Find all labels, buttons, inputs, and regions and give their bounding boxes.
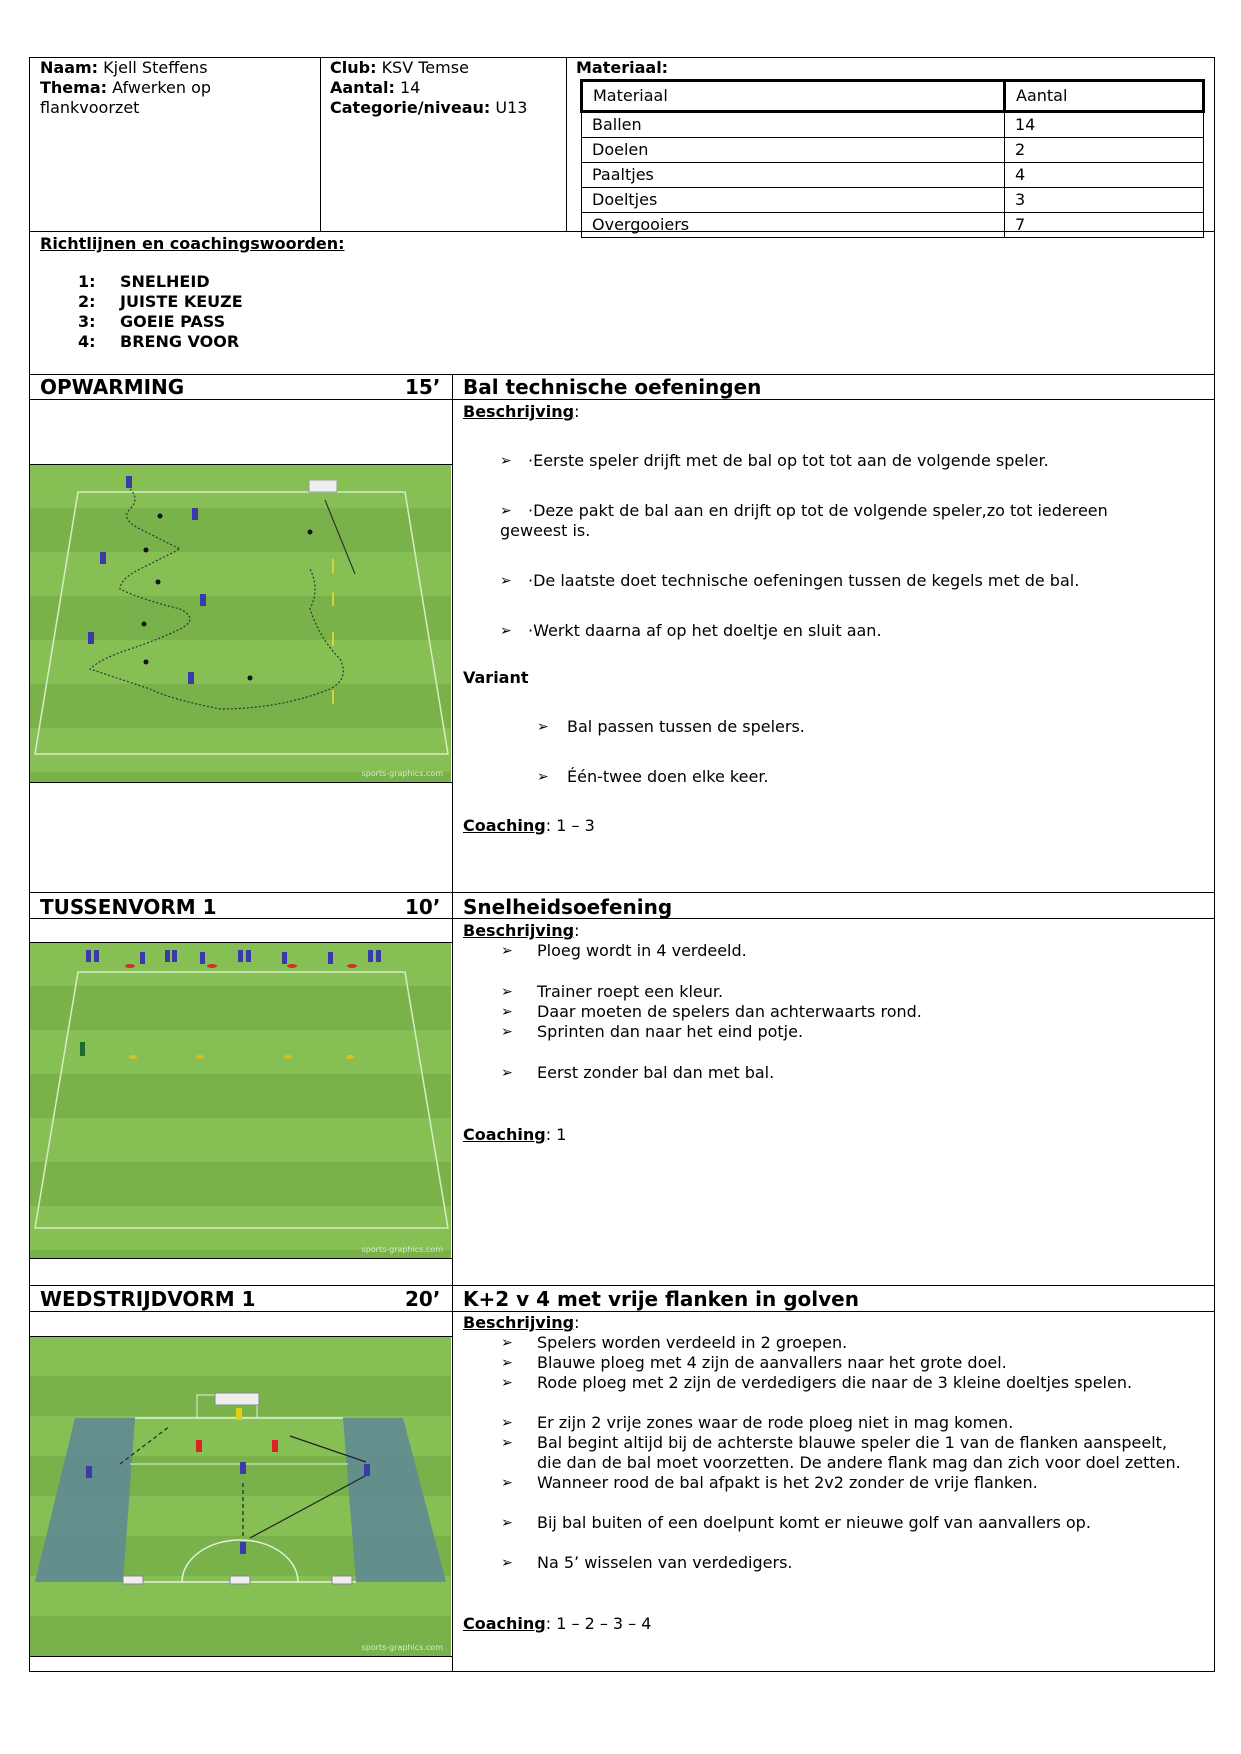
section-name: TUSSENVORM 1 [40, 895, 217, 919]
list-item: ➢ Na 5’ wisselen van verdedigers. [501, 1553, 793, 1572]
section-col-divider [452, 892, 453, 1286]
bullet-list [501, 1333, 1211, 1573]
arrow-bullet-icon: ➢ [501, 984, 513, 1000]
table-cell: Doeltjes [582, 188, 1005, 213]
list-item: ➢ ·Werkt daarna af op het doeltje en sluit aan. [500, 621, 882, 640]
materiaal-label: Materiaal: [576, 58, 669, 77]
table-header-materiaal: Materiaal [582, 81, 1005, 112]
list-item: ➢ Sprinten dan naar het eind potje. [501, 1022, 804, 1041]
table-cell: 2 [1005, 138, 1204, 163]
richtlijnen-list [78, 272, 243, 352]
field-frame-bottom [29, 1258, 452, 1259]
variant-list [537, 717, 1137, 787]
aantal-value: 14 [400, 78, 421, 97]
field-frame-bottom [29, 782, 452, 783]
coaching-row: Coaching: 1 – 2 – 3 – 4 [463, 1614, 652, 1633]
arrow-bullet-icon: ➢ [537, 769, 549, 785]
section-title: Snelheidsoefening [463, 895, 673, 919]
table-cell: 7 [1005, 213, 1204, 238]
section-time: 20’ [405, 1287, 441, 1311]
aantal-row [330, 78, 420, 98]
field-credit: sports-graphics.com [361, 1643, 443, 1652]
field-diagram-warmup [30, 464, 451, 782]
arrow-bullet-icon: ➢ [501, 1024, 513, 1040]
list-item: ➢ Bal begint altijd bij de achterste blauwe speler die 1 van de flanken aanspeelt, [501, 1433, 1168, 1452]
richtlijnen-title: Richtlijnen en coachingswoorden: [40, 234, 345, 253]
arrow-bullet-icon: ➢ [501, 943, 513, 959]
table-row [582, 188, 1204, 213]
field-diagram-match [30, 1336, 451, 1656]
club-label: Club: [330, 58, 377, 77]
arrow-bullet-icon: ➢ [500, 573, 512, 589]
arrow-bullet-icon: ➢ [501, 1555, 513, 1571]
section-divider [29, 1311, 1215, 1312]
thema-value-1: Afwerken op [112, 78, 212, 97]
thema-value-2: flankvoorzet [40, 98, 140, 117]
section-time: 10’ [405, 895, 441, 919]
bullet-list [500, 451, 1200, 641]
categorie-row [330, 98, 527, 118]
section-time: 15’ [405, 375, 441, 399]
section-name: WEDSTRIJDVORM 1 [40, 1287, 256, 1311]
list-item: ➢ Bij bal buiten of een doelpunt komt er nieuwe golf van aanvallers op. [501, 1513, 1091, 1532]
section-divider [29, 399, 1215, 400]
table-cell: Overgooiers [582, 213, 1005, 238]
list-item: ➢ ·Eerste speler drijft met de bal op tot tot aan de volgende speler. [500, 451, 1049, 470]
field-frame-top [29, 464, 452, 465]
header-divider-2 [566, 57, 567, 232]
field-frame-top [29, 1336, 452, 1337]
arrow-bullet-icon: ➢ [501, 1004, 513, 1020]
field-frame-bottom [29, 1656, 452, 1657]
table-row [582, 112, 1204, 138]
arrow-bullet-icon: ➢ [501, 1355, 513, 1371]
arrow-bullet-icon: ➢ [501, 1475, 513, 1491]
categorie-label: Categorie/niveau: [330, 98, 491, 117]
categorie-value: U13 [495, 98, 528, 117]
table-cell: 4 [1005, 163, 1204, 188]
bullet-list [501, 941, 1201, 1083]
arrow-bullet-icon: ➢ [500, 503, 512, 519]
list-item: 1: SNELHEID [78, 272, 210, 291]
arrow-bullet-icon: ➢ [501, 1515, 513, 1531]
list-item: ➢ Blauwe ploeg met 4 zijn de aanvallers naar het grote doel. [501, 1353, 1007, 1372]
list-item: ➢ Één-twee doen elke keer. [537, 767, 769, 786]
naam-label: Naam: [40, 58, 99, 77]
section-title: K+2 v 4 met vrije flanken in golven [463, 1287, 859, 1311]
list-item: ➢ Er zijn 2 vrije zones waar de rode ploeg niet in mag komen. [501, 1413, 1014, 1432]
description-label: Beschrijving: [463, 921, 580, 940]
coaching-row: Coaching: 1 [463, 1125, 567, 1144]
arrow-bullet-icon: ➢ [500, 453, 512, 469]
list-item: ➢ Spelers worden verdeeld in 2 groepen. [501, 1333, 848, 1352]
club-row [330, 58, 469, 78]
table-row [582, 163, 1204, 188]
field-frame-top [29, 942, 452, 943]
list-item: ➢ ·De laatste doet technische oefeningen tussen de kegels met de bal. [500, 571, 1080, 590]
naam-row [40, 58, 208, 78]
field-credit: sports-graphics.com [361, 769, 443, 778]
club-value: KSV Temse [381, 58, 469, 77]
table-header-row [582, 81, 1204, 112]
table-header-aantal: Aantal [1005, 81, 1204, 112]
table-cell: 3 [1005, 188, 1204, 213]
list-item: ➢ Rode ploeg met 2 zijn de verdedigers die naar de 3 kleine doeltjes spelen. [501, 1373, 1133, 1392]
naam-value: Kjell Steffens [103, 58, 208, 77]
field-svg [30, 1336, 451, 1656]
arrow-bullet-icon: ➢ [501, 1065, 513, 1081]
arrow-bullet-icon: ➢ [501, 1335, 513, 1351]
field-svg [30, 464, 451, 782]
field-credit: sports-graphics.com [361, 1245, 443, 1254]
list-item: ➢ Wanneer rood de bal afpakt is het 2v2 zonder de vrije flanken. [501, 1473, 1038, 1492]
list-item: ➢ ·Deze pakt de bal aan en drijft op tot de volgende speler,zo tot iedereen [500, 501, 1108, 520]
list-item: 3: GOEIE PASS [78, 312, 226, 331]
description-label: Beschrijving: [463, 1313, 580, 1332]
list-item: 2: JUISTE KEUZE [78, 292, 243, 311]
list-item: ➢ Daar moeten de spelers dan achterwaarts rond. [501, 1002, 922, 1021]
header-divider-1 [320, 57, 321, 232]
section-name: OPWARMING [40, 375, 185, 399]
section-col-divider [452, 374, 453, 893]
arrow-bullet-icon: ➢ [501, 1415, 513, 1431]
table-cell: Ballen [582, 112, 1005, 138]
list-item: 4: BRENG VOOR [78, 332, 240, 351]
arrow-bullet-icon: ➢ [501, 1435, 513, 1451]
table-cell: Doelen [582, 138, 1005, 163]
section-col-divider [452, 1285, 453, 1672]
list-item: ➢ Trainer roept een kleur. [501, 982, 724, 1001]
field-diagram-speed [30, 942, 451, 1258]
thema-row [40, 78, 211, 118]
list-item: ➢ Ploeg wordt in 4 verdeeld. [501, 941, 747, 960]
list-item-continuation: geweest is. [500, 521, 591, 540]
table-row [582, 138, 1204, 163]
aantal-label: Aantal: [330, 78, 395, 97]
arrow-bullet-icon: ➢ [500, 623, 512, 639]
list-item: ➢ Eerst zonder bal dan met bal. [501, 1063, 775, 1082]
list-item-continuation: die dan de bal moet voorzetten. De andere flank mag dan zich voor doel zetten. [537, 1453, 1181, 1472]
section-title: Bal technische oefeningen [463, 375, 762, 399]
table-cell: 14 [1005, 112, 1204, 138]
description-label: Beschrijving: [463, 402, 580, 421]
list-item: ➢ Bal passen tussen de spelers. [537, 717, 805, 736]
arrow-bullet-icon: ➢ [537, 719, 549, 735]
table-cell: Paaltjes [582, 163, 1005, 188]
field-svg [30, 942, 451, 1258]
coaching-row: Coaching: 1 – 3 [463, 816, 595, 835]
materiaal-table [580, 79, 1205, 238]
variant-label: Variant [463, 668, 529, 687]
arrow-bullet-icon: ➢ [501, 1375, 513, 1391]
thema-label: Thema: [40, 78, 108, 97]
